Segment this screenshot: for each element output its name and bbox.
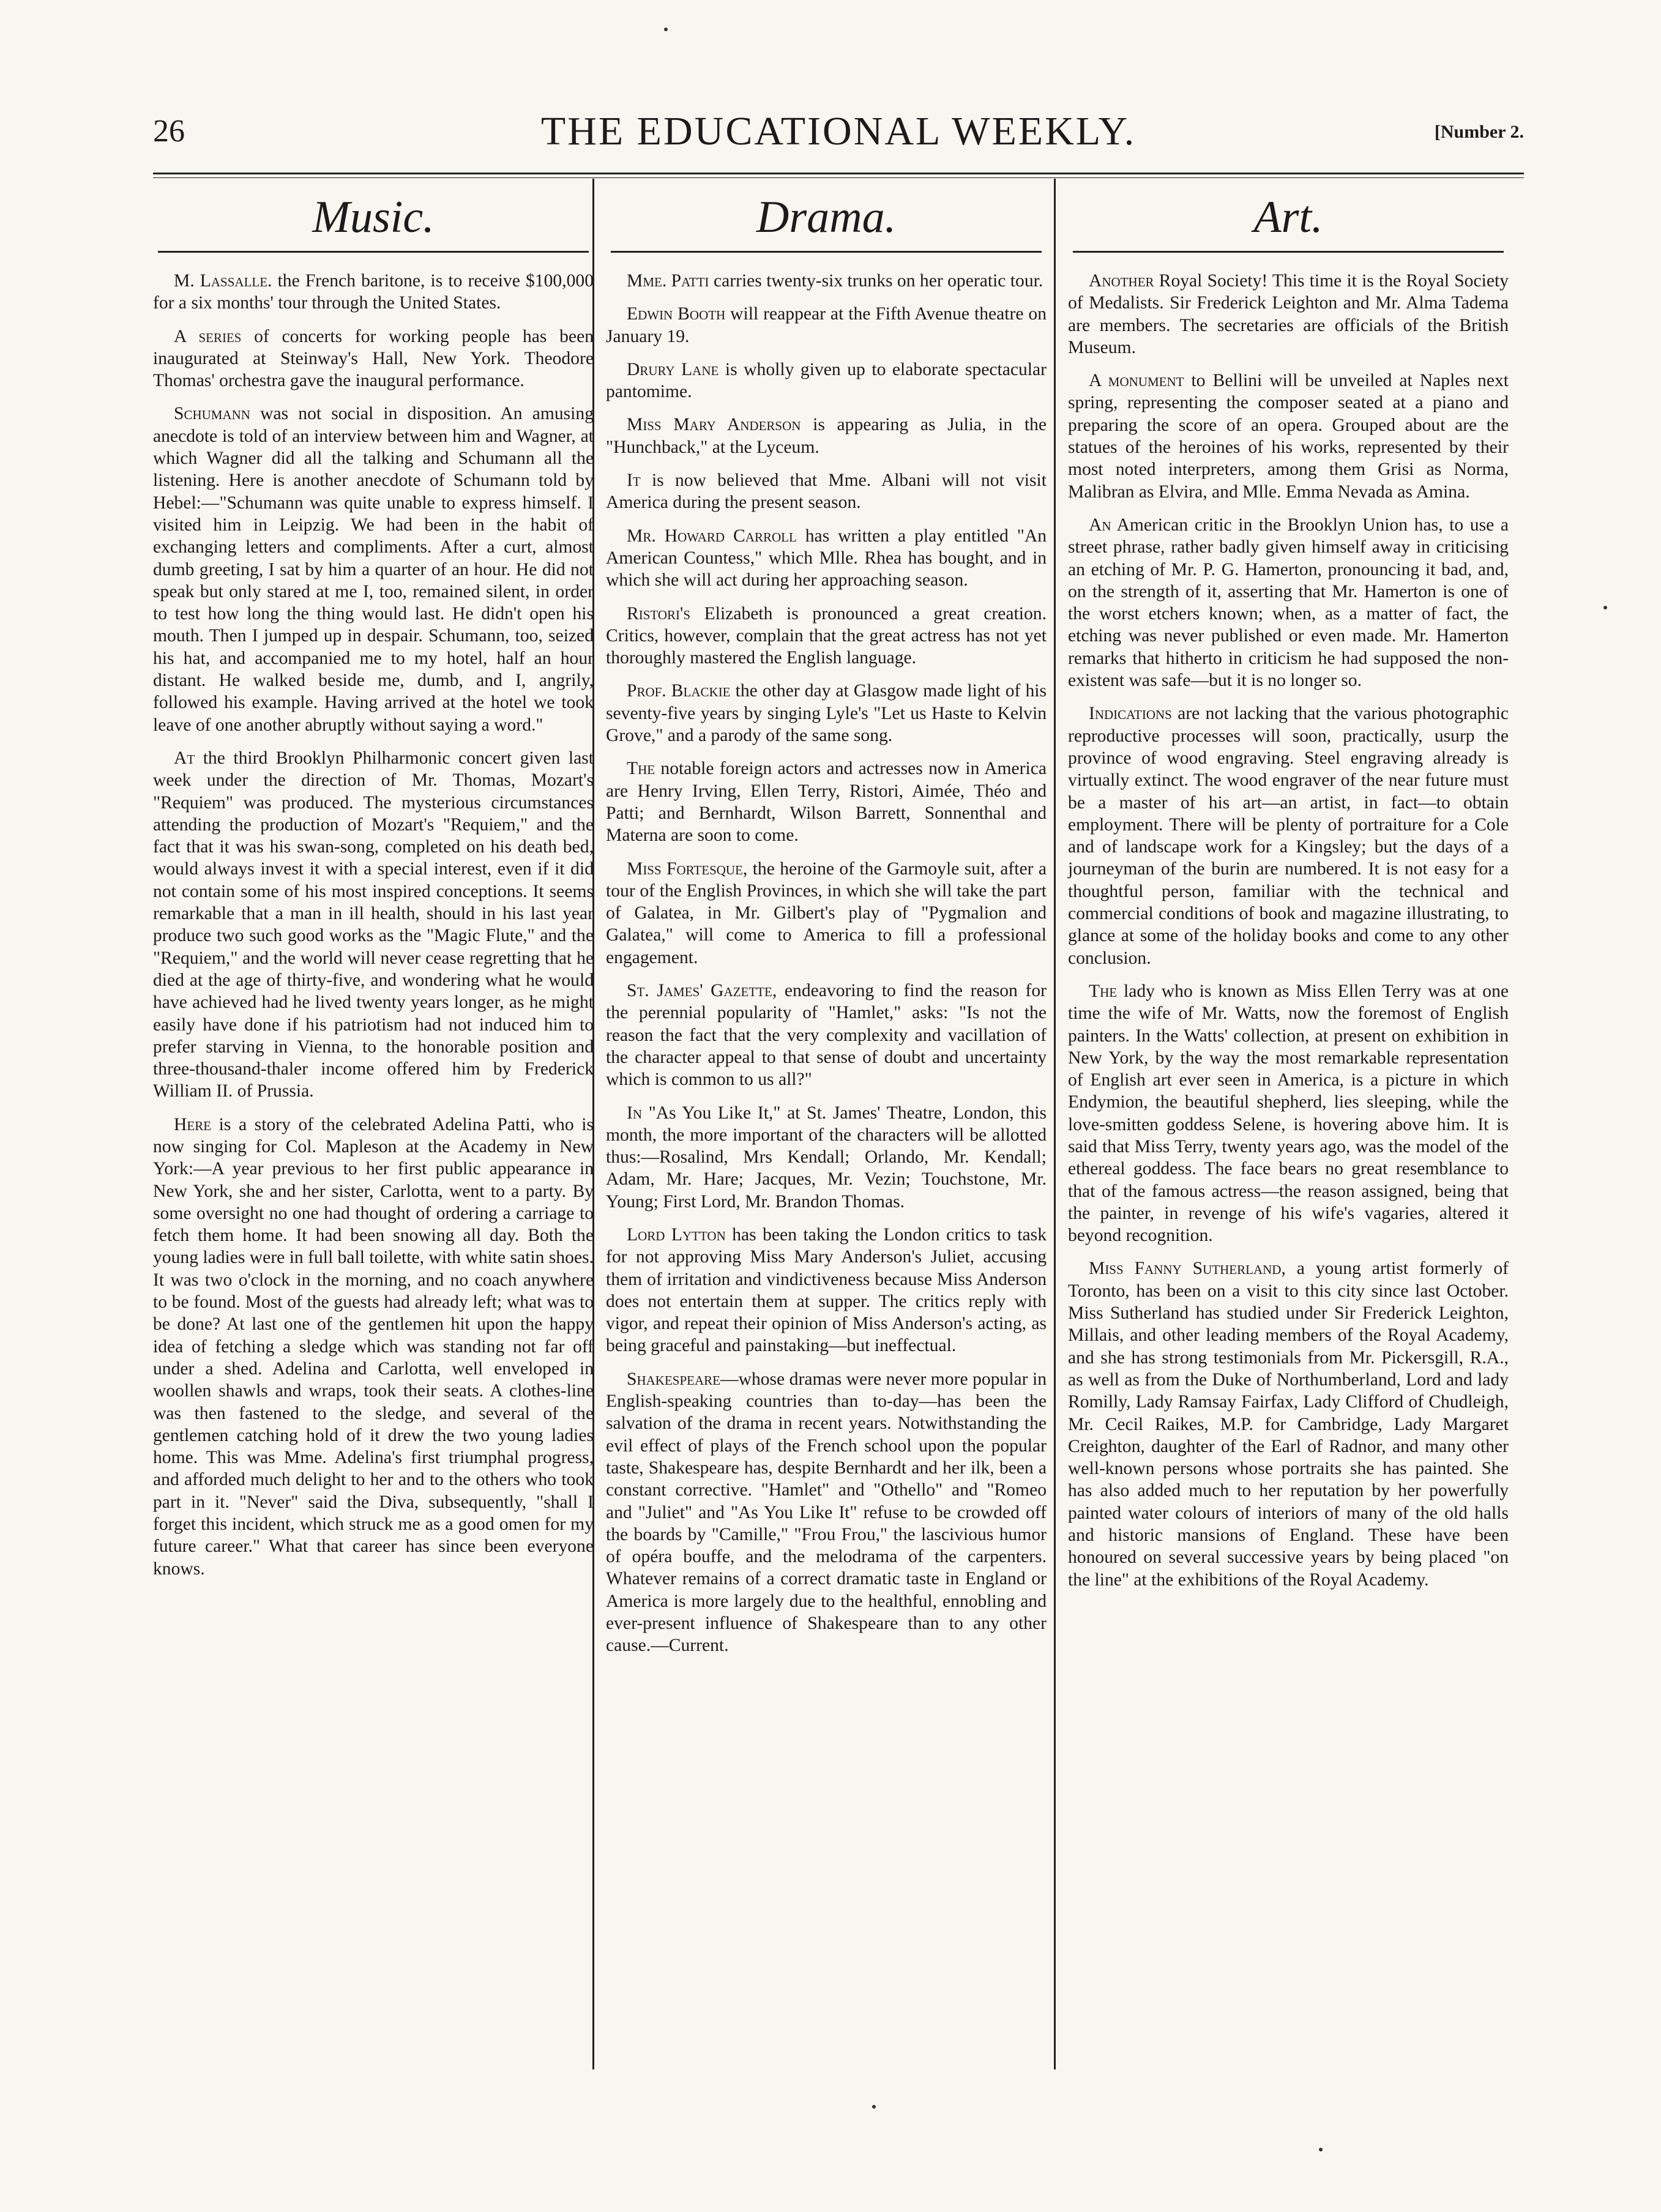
print-speck — [872, 2105, 876, 2109]
article-paragraph: Another Royal Society! This time it is the Royal Society of Medalists. Sir Frederick Leighton and Mr. Alma Tadema are members. The secretaries are officials of the British Museum. — [1068, 271, 1509, 357]
article-paragraph: Miss Mary Anderson is appearing as Julia, in the "Hunchback," at the Lyceum. — [606, 415, 1047, 457]
column-art — [1068, 184, 1509, 1602]
heading-rule — [158, 251, 589, 253]
article-paragraph: The notable foreign actors and actresses now in America are Henry Irving, Ellen Terry, Ristori, Aimée, Théo and Patti; and Bernhardt, Wilson Barrett, Sonnenthal and Materna are soon to come. — [606, 759, 1047, 846]
print-speck — [1319, 2148, 1323, 2151]
article-paragraph: Edwin Booth will reappear at the Fifth Avenue theatre on January 19. — [606, 304, 1047, 346]
article-paragraph: It is now believed that Mme. Albani will not visit America during the present season. — [606, 471, 1047, 513]
article-paragraph: A monument to Bellini will be unveiled at Naples next spring, representing the composer seated at a piano and preparing the score of an opera. Grouped about are the statues of the heroines of his works, represented by their most noted interpreters, among them Grisi as Norma, Malibran as Elvira, and Mlle. Emma Nevada as Amina. — [1068, 371, 1509, 502]
header-rule — [153, 173, 1524, 174]
article-paragraph: Here is a story of the celebrated Adelina Patti, who is now singing for Col. Mapleson at the Academy in New York:—A year previous to her first public appearance in New York, she and her sister, Carlotta, went to a party. By some oversight no one had thought of ordering a carriage to fetch them home. It had been snowing all day. Both the young ladies were in full ball toilette, with white satin shoes. It was two o'clock in the morning, and no coach anywhere to be found. Most of the guests had already left; what was to be done? At last one of the gentlemen hit upon the happy idea of fetching a sledge which was standing not far off under a shed. Adelina and Carlotta, well enveloped in woollen shawls and wraps, took their seats. A clothes-line was then fastened to the sledge, and several of the gentlemen catching hold of it drew the two young ladies home. This was Mme. Adelina's first triumphal progress, and afforded much delight to her and to the others who took part in it. "Never" said the Diva, subsequently, "shall I forget this incident, which struck me as a good omen for my future career." What that career has since been everyone knows. — [153, 1114, 594, 1579]
article-paragraph: At the third Brooklyn Philharmonic concert given last week under the direction of Mr. Thomas, Mozart's "Requiem" was produced. The mysterious circumstances attending the production of Mozart's "Requiem," and the fact that it was his swan-song, completed on his death bed, would always invest it with a special interest, even if it did not contain some of his most inspired conceptions. It seems remarkable that a man in ill health, should in his last year produce two such good works as the "Magic Flute," and the "Requiem," and the world will never cease regretting that he died at the age of thirty-five, and wondering what he would have achieved had he lived twenty years longer, as he might easily have done if his patriotism had not induced him to prefer starving in Vienna, to the honorable position and three-thousand-thaler income offered him by Frederick William II. of Prussia. — [153, 748, 594, 1101]
issue-number: [Number 2. — [1434, 122, 1524, 142]
article-paragraph: In "As You Like It," at St. James' Theatre, London, this month, the more important of the characters will be allotted thus:—Rosalind, Mrs Kendall; Orlando, Mr. Kendall; Adam, Mr. Hare; Jacques, Mr. Vezin; Touchstone, Mr. Young; First Lord, Mr. Brandon Thomas. — [606, 1103, 1047, 1212]
header-rule-thin — [153, 177, 1524, 178]
print-speck — [664, 28, 668, 31]
article-paragraph: Ristori's Elizabeth is pronounced a great creation. Critics, however, complain that the great actress has not yet thoroughly mastered the English language. — [606, 603, 1047, 668]
article-paragraph: The lady who is known as Miss Ellen Terry was at one time the wife of Mr. Watts, now the foremost of English painters. In the Watts' collection, at present on exhibition in New York, by the way the most remarkable representation of English art ever seen in America, is a picture in which Endymion, the beautiful shepherd, lies sleeping, while the love-smitten goddess Selene, is hovering above him. It is said that Miss Terry, twenty years ago, was the model of the ethereal goddess. The face bears no great resemblance to that of the famous actress—the reason assigned, being that the painter, in revenge of his wife's vagaries, altered it beyond recognition. — [1068, 981, 1509, 1246]
page-number: 26 — [153, 114, 185, 149]
column-heading: Art. — [1253, 192, 1323, 242]
heading-rule — [611, 251, 1042, 253]
article-paragraph: Schumann was not social in disposition. An amusing anecdote is told of an interview between him and Wagner, at which Wagner did all the talking and Schumann all the listening. Here is another anecdote of Schumann told by Hebel:—"Schumann was quite unable to express himself. I visited him in Leipzig. We had been in the habit of exchanging letters and compliments. After a curt, almost dumb greeting, I sat by him a quarter of an hour. He did not speak but only stared at me I, too, remained silent, in order to test how long the thing would last. He didn't open his mouth. Then I jumped up in despair. Schumann, too, seized his hat, and accompanied me to my hotel, half an hour distant. He walked beside me, dumb, and I, angrily, followed his example. Having arrived at the hotel we took leave of one another abruptly without saying a word." — [153, 404, 594, 735]
article-paragraph: An American critic in the Brooklyn Union has, to use a street phrase, rather badly given himself away in criticising an etching of Mr. P. G. Hamerton, pronouncing it bad, and, on the strength of it, asserting that Mr. Hamerton is one of the worst etchers known; when, as a matter of fact, the etching was never published or even made. Mr. Hamerton remarks that hitherto in criticism he had supposed the non-existent was safe—but it is no longer so. — [1068, 515, 1509, 691]
article-paragraph: St. James' Gazette, endeavoring to find the reason for the perennial popularity of "Hamlet," asks: "Is not the reason the fact that the very complexity and vacillation of the character appeal to that sense of doubt and uncertainty which is common to us all?" — [606, 981, 1047, 1090]
article-paragraph: Mme. Patti carries twenty-six trunks on her operatic tour. — [627, 271, 1043, 291]
article-paragraph: Mr. Howard Carroll has written a play entitled "An American Countess," which Mlle. Rhea has bought, and in which she will act during her approaching season. — [606, 526, 1047, 590]
article-paragraph: Shakespeare—whose dramas were never more popular in English-speaking countries than to-day—has been the salvation of the drama in recent years. Notwithstanding the evil effect of plays of the French school upon the popular taste, Shakespeare has, despite Bernhardt and her ilk, been a constant corrective. "Hamlet" and "Othello" and "Romeo and "Juliet" and "As You Like It" refuse to be crowded off the boards by "Camille," "Frou Frou," the lascivious humor of opéra bouffe, and the melodrama of the carpenters. Whatever remains of a correct dramatic taste in England or America is more largely due to the healthful, ennobling and ever-present influence of Shakespeare than to any other cause.—Current. — [606, 1369, 1047, 1656]
article-paragraph: Miss Fanny Sutherland, a young artist formerly of Toronto, has been on a visit to this city since last October. Miss Sutherland has studied under Sir Frederick Leighton, Millais, and other leading members of the Royal Academy, and she has strong testimonials from Mr. Pickersgill, R.A., as well as from the Duke of Northumberland, Lord and lady Romilly, Lady Ramsay Fairfax, Lady Clifford of Chudleigh, Mr. Cecil Raikes, M.P. for Cambridge, Lady Margaret Creighton, daughter of the Earl of Radnor, and many other well-known persons whose portraits she has painted. She has also added much to her reputation by her powerfully painted water colours of interiors of many of the old halls and historic mansions of England. These have been honoured on several successive years by being placed "on the line" at the exhibitions of the Royal Academy. — [1068, 1259, 1509, 1590]
column-divider-2 — [1054, 179, 1056, 2069]
print-speck — [1603, 606, 1607, 609]
article-paragraph: Miss Fortesque, the heroine of the Garmoyle suit, after a tour of the English Provinces, in which she will take the part of Galatea, in Mr. Gilbert's play of "Pygmalion and Galatea," will come to America to fill a professional engagement. — [606, 858, 1047, 967]
page-header — [153, 109, 1524, 168]
publication-title: THE EDUCATIONAL WEEKLY. — [540, 109, 1137, 154]
article-paragraph: Lord Lytton has been taking the London critics to task for not approving Miss Mary Anderson's Juliet, accusing them of irritation and vindictiveness because Miss Anderson does not entertain them at supper. The critics reply with vigor, and repeat their opinion of Miss Anderson's acting, as being graceful and painstaking—but ineffectual. — [606, 1224, 1047, 1356]
article-paragraph: A series of concerts for working people has been inaugurated at Steinway's Hall, New York. Theodore Thomas' orchestra gave the inaugural performance. — [153, 326, 594, 391]
column-heading: Drama. — [756, 192, 897, 242]
column-music — [153, 184, 594, 1591]
article-paragraph: Indications are not lacking that the various photographic reproductive processes will soon, practically, usurp the province of wood engraving. Steel engraving already is virtually extinct. The wood engraver of the near future must be a master of his art—an artist, in fact—to obtain employment. There will be plenty of portraiture for a Cole and of landscape work for a Kingsley; but the days of a journeyman of the burin are numbered. It is not easy for a thoughtful person, familiar with the technical and commercial conditions of book and magazine illustrating, to glance at some of the holiday books and come to any other conclusion. — [1068, 704, 1509, 968]
column-drama — [606, 184, 1047, 1668]
column-heading: Music. — [312, 192, 435, 242]
article-paragraph: Prof. Blackie the other day at Glasgow made light of his seventy-five years by singing Lyle's "Let us Haste to Kelvin Grove," and a parody of the same song. — [606, 681, 1047, 746]
article-paragraph: M. Lassalle. the French baritone, is to receive $100,000 for a six months' tour through the United States. — [153, 271, 594, 313]
article-paragraph: Drury Lane is wholly given up to elaborate spectacular pantomime. — [606, 359, 1047, 402]
heading-rule — [1073, 251, 1504, 253]
